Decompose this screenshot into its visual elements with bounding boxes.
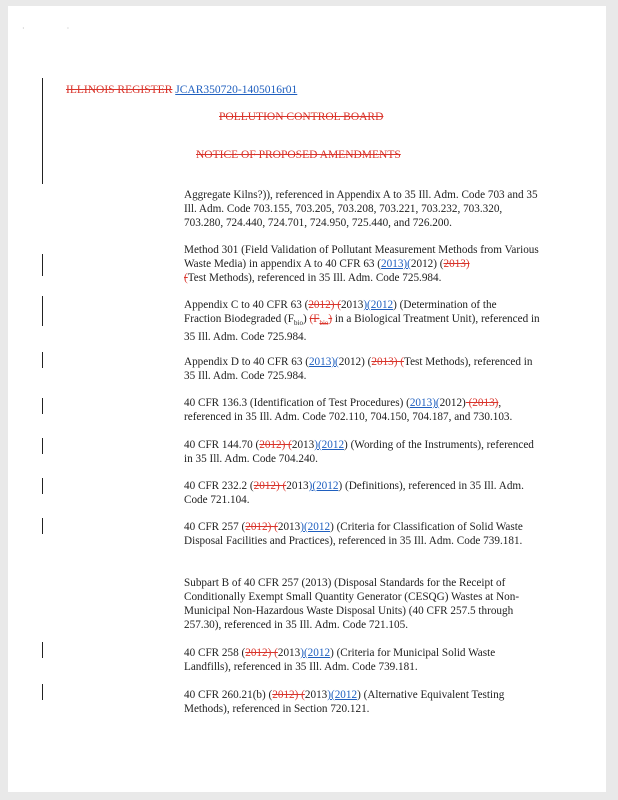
paragraph-text: 2013	[291, 439, 315, 451]
paragraph-text: Aggregate Kilns?)), referenced in Appendix A to 35 Ill. Adm. Code 703 and 35 Ill. Adm. Code 703.155, 703.205, 703.208, 703.221, 703.232, 703.320, 703.280, 724.440, 724.701, 724.950, 725.440, and 726.200.	[184, 189, 538, 229]
deleted-text: 2013) (	[371, 356, 405, 368]
paragraph-text: ) (Criteria for Classification of Solid Waste Disposal Facilities and Practices), referenced in 35 Ill. Adm. Code 739.181.	[184, 521, 523, 547]
paragraph	[184, 520, 544, 548]
paragraph-text: 2013	[340, 299, 364, 311]
paragraph-text: 2012) (	[410, 258, 444, 270]
paragraph-text: ) (Definitions), referenced in 35 Ill. Adm. Code 721.104.	[184, 480, 524, 506]
deleted-text: 2012) (	[253, 480, 287, 492]
notice-header-text: NOTICE OF PROPOSED AMENDMENTS	[196, 149, 401, 161]
paragraph-text: 40 CFR 260.21(b) (	[184, 689, 273, 701]
paragraph-text: 40 CFR 258 (	[184, 647, 246, 659]
change-bar	[42, 438, 43, 454]
register-header-inserted: JCAR350720-1405016r01	[175, 84, 298, 96]
register-header	[66, 84, 297, 96]
deleted-text: )	[328, 313, 333, 325]
scan-specks: · ·	[22, 24, 90, 33]
paragraph-text: 2012)	[439, 397, 466, 409]
paragraph-text: ) (Wording of the Instruments), referenced in 35 Ill. Adm. Code 704.240.	[184, 439, 534, 465]
paragraph-text: 40 CFR 257 (	[184, 521, 246, 533]
deleted-text: 2012) (	[245, 647, 278, 659]
document-page	[8, 6, 606, 792]
paragraph-text: 40 CFR 232.2 (	[184, 480, 254, 492]
paragraph-text: 40 CFR 144.70 (	[184, 439, 260, 451]
inserted-text: 2013)(	[409, 397, 440, 409]
board-header-text: POLLUTION CONTROL BOARD	[219, 111, 384, 123]
paragraph-text: ) (Determination of the	[393, 299, 497, 311]
paragraph-text: 40 CFR 136.3 (Identification of Test Procedures) (	[184, 397, 410, 409]
paragraph-text: Appendix D to 40 CFR 63 (	[184, 356, 309, 368]
paragraph	[184, 188, 544, 230]
paragraph-text: ) (Alternative Equivalent Testing Methods), referenced in Section 720.121.	[184, 689, 505, 715]
notice-header	[196, 149, 401, 161]
deleted-text: 2013)	[443, 258, 470, 270]
paragraph	[184, 688, 544, 716]
paragraph	[184, 243, 544, 285]
paragraph-text: 2013	[277, 647, 301, 659]
change-bar	[42, 518, 43, 534]
inserted-text: 2013)(	[381, 258, 411, 270]
deleted-text: 2012) (	[259, 439, 292, 451]
paragraph	[184, 646, 544, 674]
change-bar	[42, 254, 43, 276]
paragraph-text: 2013	[286, 480, 309, 492]
paragraph	[184, 576, 544, 632]
change-bar	[42, 352, 43, 368]
change-bar	[42, 642, 43, 658]
inserted-text: )(2012	[363, 299, 394, 311]
inserted-text: )(2012	[300, 647, 331, 659]
change-bar	[42, 478, 43, 494]
paragraph-text: Subpart B of 40 CFR 257 (2013) (Disposal Standards for the Receipt of Conditionally Exempt Small Quantity Generator (CESQG) Wastes at Non-Municipal Non-Hazardous Waste Disposal Units) (40 CFR 257.5 through 257.30), referenced in 35 Ill. Adm. Code 721.105.	[184, 577, 520, 631]
deleted-text: (	[184, 272, 188, 284]
change-bar	[42, 398, 43, 414]
paragraph	[184, 355, 544, 383]
paragraph-text: Fraction Biodegraded (F	[184, 313, 294, 325]
inserted-text: )(2012	[300, 521, 331, 533]
paragraph-text: , referenced in 35 Ill. Adm. Code 702.110, 704.150, 704.187, and 730.103.	[184, 397, 513, 423]
paragraph	[184, 298, 544, 344]
register-header-deleted: ILLINOIS REGISTER	[66, 84, 173, 96]
paragraph-text: Test Methods), referenced in 35 Ill. Adm. Code 725.984.	[187, 272, 442, 284]
paragraph-text: in a Biological Treatment Unit), referenced in 35 Ill. Adm. Code 725.984.	[184, 313, 540, 344]
paragraph-text: Test Methods), referenced in 35 Ill. Adm. Code 725.984.	[184, 356, 533, 382]
deleted-text: 2012) (	[272, 689, 305, 701]
paragraph	[184, 438, 544, 466]
change-bar	[42, 684, 43, 700]
subscript-text: bio	[294, 319, 303, 328]
paragraph	[184, 396, 544, 424]
paragraph-text: Appendix C to 40 CFR 63 (	[184, 299, 309, 311]
paragraph-text: )	[302, 313, 310, 325]
change-bar	[42, 78, 43, 184]
inserted-text: 2013)(	[308, 356, 339, 368]
board-header	[219, 111, 383, 123]
paragraph-text: 2013	[277, 521, 301, 533]
change-bar	[42, 296, 43, 326]
deleted-text: (2013)	[465, 397, 499, 409]
deleted-subscript: bio	[319, 319, 329, 328]
inserted-text: )(2012	[308, 480, 339, 492]
inserted-text: )(2012	[314, 439, 345, 451]
paragraph	[184, 479, 544, 507]
paragraph-text: 2012) (	[338, 356, 372, 368]
inserted-text: )(2012	[327, 689, 358, 701]
paragraph-text: Method 301 (Field Validation of Pollutant Measurement Methods from Various Waste Media) in appendix A to 40 CFR 63 (	[184, 244, 539, 270]
deleted-text: 2012) (	[308, 299, 341, 311]
deleted-text: 2012) (	[245, 521, 278, 533]
paragraph-text: ) (Criteria for Municipal Solid Waste Landfills), referenced in 35 Ill. Adm. Code 739.181.	[184, 647, 496, 673]
deleted-text: (F	[309, 313, 320, 325]
paragraph-text: 2013	[304, 689, 328, 701]
